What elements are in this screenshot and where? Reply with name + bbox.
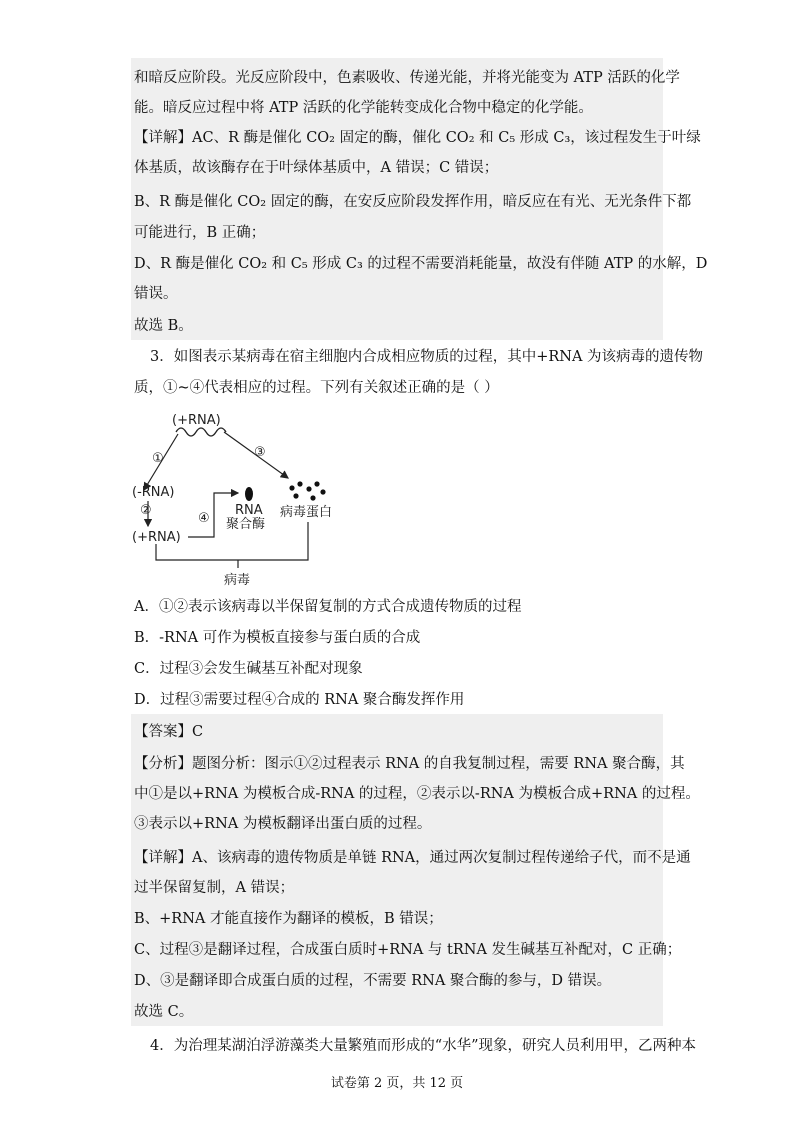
detail-line: B、+RNA 才能直接作为翻译的模板，B 错误； — [134, 911, 443, 927]
question-4-stem: 4．为治理某湖泊浮游藻类大量繁殖而形成的“水华”现象，研究人员利用甲，乙两种本 — [150, 1038, 697, 1054]
analysis-line: ③表示以+RNA 为模板翻译出蛋白质的过程。 — [134, 816, 432, 832]
protein-label: 病毒蛋白 — [280, 505, 333, 520]
text-line: 可能进行，B 正确； — [134, 225, 266, 241]
detail-line: 过半保留复制，A 错误； — [134, 880, 295, 896]
rna-label: RNA — [235, 503, 263, 518]
virus-replication-diagram — [128, 404, 368, 594]
minus-rna-label: (-RNA) — [132, 485, 175, 500]
step4-label: ④ — [198, 511, 210, 526]
question-stem: 质，①~④代表相应的过程。下列有关叙述正确的是（ ） — [134, 380, 499, 396]
protein-dots — [289, 481, 325, 500]
rna-wave — [176, 428, 226, 436]
conclusion-line: 故选 C。 — [134, 1004, 194, 1020]
plus-rna-top-label: (+RNA) — [172, 413, 221, 428]
step2-label: ② — [140, 503, 152, 518]
option-d: D．过程③需要过程④合成的 RNA 聚合酶发挥作用 — [134, 692, 465, 708]
text-line: B、R 酶是催化 CO₂ 固定的酶，在安反应阶段发挥作用，暗反应在有光、无光条件下都 — [134, 194, 692, 210]
text-line: 故选 B。 — [134, 318, 193, 334]
option-c: C．过程③会发生碱基互补配对现象 — [134, 661, 363, 677]
text-line: 错误。 — [134, 286, 178, 302]
text-line: 体基质，故该酶存在于叶绿体基质中，A 错误；C 错误； — [134, 160, 499, 176]
virus-label: 病毒 — [224, 573, 251, 588]
detail-line: 【详解】A、该病毒的遗传物质是单链 RNA，通过两次复制过程传递给子代，而不是通 — [134, 850, 691, 866]
option-a: A．①②表示该病毒以半保留复制的方式合成遗传物质的过程 — [134, 599, 522, 615]
question-stem: 3．如图表示某病毒在宿主细胞内合成相应物质的过程，其中+RNA 为该病毒的遗传物 — [150, 349, 704, 365]
text-line: 能。暗反应过程中将 ATP 活跃的化学能转变成化合物中稳定的化学能。 — [134, 100, 593, 116]
step3-label: ③ — [254, 445, 266, 460]
page-footer: 试卷第 2 页，共 12 页 — [330, 1076, 464, 1091]
detail-line: C、过程③是翻译过程，合成蛋白质时+RNA 与 tRNA 发生碱基互补配对，C 正确； — [134, 942, 682, 958]
step1-label: ① — [152, 451, 164, 466]
plus-rna-bottom-label: (+RNA) — [132, 530, 181, 545]
text-line: D、R 酶是催化 CO₂ 和 C₅ 形成 C₃ 的过程不需要消耗能量，故没有伴随 ATP 的水解，D — [134, 256, 708, 272]
analysis-line: 中①是以+RNA 为模板合成-RNA 的过程，②表示以-RNA 为模板合成+RNA 的过程。 — [134, 786, 700, 802]
text-line: 【详解】AC、R 酶是催化 CO₂ 固定的酶，催化 CO₂ 和 C₅ 形成 C₃，该过程发生于叶绿 — [134, 130, 701, 146]
detail-line: D、③是翻译即合成蛋白质的过程，不需要 RNA 聚合酶的参与，D 错误。 — [134, 973, 612, 989]
answer-line: 【答案】C — [134, 724, 204, 740]
rna-polymerase-shape — [245, 487, 253, 501]
option-b: B．-RNA 可作为模板直接参与蛋白质的合成 — [134, 630, 421, 646]
analysis-line: 【分析】题图分析：图示①②过程表示 RNA 的自我复制过程，需要 RNA 聚合酶，其 — [134, 756, 685, 772]
text-line: 和暗反应阶段。光反应阶段中，色素吸收、传递光能，并将光能变为 ATP 活跃的化学 — [134, 70, 680, 86]
polymerase-label: 聚合酶 — [226, 517, 266, 532]
